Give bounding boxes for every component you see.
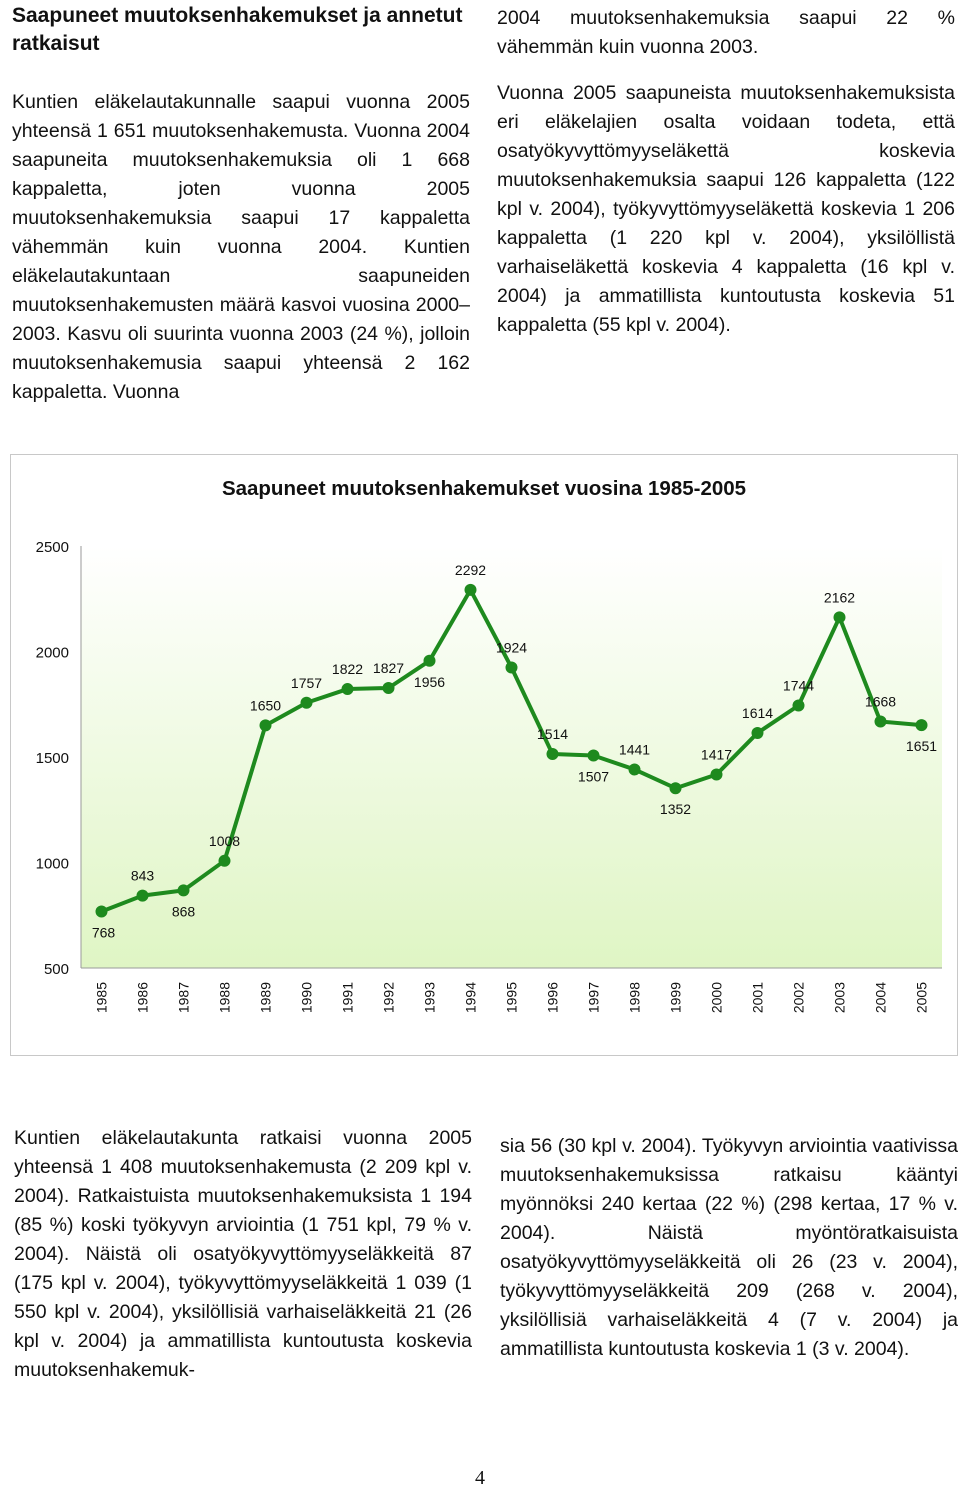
y-tick-label: 2000 [35,644,69,662]
data-point [260,719,272,731]
x-tick-label: 1998 [626,982,643,1014]
chart-frame [10,454,958,1056]
x-tick-label: 1994 [462,982,479,1014]
line-chart [11,455,957,1055]
data-label: 2292 [454,561,487,578]
x-tick-label: 1999 [667,982,684,1014]
y-axis-ticks [36,539,69,978]
data-label: 1668 [864,693,897,710]
data-point [342,683,354,695]
x-tick-label: 2005 [913,982,930,1014]
data-label: 1514 [536,726,569,743]
data-label: 1352 [659,801,692,818]
chart-title: Saapuneet muutoksenhakemukset vuosina 1985-2005 [221,477,747,500]
top-left-column [12,2,470,407]
data-label: 1441 [618,741,651,758]
data-point [629,763,641,775]
x-axis-ticks [94,982,930,1013]
data-label: 1822 [331,661,364,678]
data-label: 1744 [782,677,815,694]
x-tick-label: 2003 [831,982,848,1014]
bottom-right-column [500,1132,958,1364]
data-label: 1924 [495,639,528,656]
y-tick-label: 2500 [35,539,69,556]
x-tick-label: 1992 [380,982,397,1014]
data-point [178,884,190,896]
decisions-continuation-paragraph: sia 56 (30 kpl v. 2004). Työkyvyn arviointia vaativissa muutoksenhakemuksissa ratkaisu kääntyi myönnöksi 240 kertaa (22 %) (298 kertaa, 17 % v. 2004). Näistä myöntöratkaisuista osatyökyvyttömyyseläkkeitä oli 26 (23 v. 2004), työkyvyttömyyseläkkeitä 209 (268 v. 2004), yksilöllisiä varhaiseläkkeitä 4 (7 v. 2004) ja ammatillista kuntoutusta koskevia 1 (3 v. 2004). [500,1135,958,1360]
x-tick-label: 1990 [298,982,315,1014]
data-point [834,611,846,623]
data-point [588,750,600,762]
data-label: 843 [130,867,155,884]
data-label: 2162 [823,589,856,606]
data-point [219,855,231,867]
x-tick-label: 1985 [93,982,110,1014]
y-tick-label: 500 [43,961,69,978]
x-tick-label: 2004 [872,982,889,1014]
top-right-column [497,4,955,340]
x-tick-label: 2000 [708,982,725,1014]
data-point [301,697,313,709]
data-point [383,682,395,694]
x-tick-label: 1986 [134,982,151,1014]
x-tick-label: 1993 [421,982,438,1014]
x-tick-label: 1991 [339,982,356,1014]
decisions-paragraph: Kuntien eläkelautakunta ratkaisi vuonna 2005 yhteensä 1 408 muutoksenhakemusta (2 209 kpl v. 2004). Ratkaistuista muutoksenhakemuksista 1 194 (85 %) koski työkyvyn arviointia (1 751 kpl, 79 % v. 2004). Näistä oli osatyökyvyttömyyseläkkeitä 87 (175 kpl v. 2004), työkyvyttömyyseläkkeitä 1 039 (1 550 kpl v. 2004), yksilöllisiä varhaiseläkkeitä 21 (26 kpl v. 2004) ja ammatillista kuntoutusta koskevia muutoksenhakemuk- [14,1127,472,1381]
bottom-left-column [14,1124,472,1385]
x-tick-label: 1988 [216,982,233,1014]
data-point [670,782,682,794]
data-point [752,727,764,739]
section-heading: Saapuneet muutoksenhakemukset ja annetut ratkaisut [12,4,463,55]
data-label: 1507 [577,768,610,785]
data-label: 1008 [208,832,241,849]
continuation-paragraph: 2004 muutoksenhakemuksia saapui 22 % vähemmän kuin vuonna 2003. [497,7,955,58]
data-label: 1757 [290,674,323,691]
data-label: 1614 [741,704,774,721]
x-tick-label: 1995 [503,982,520,1014]
data-point [465,584,477,596]
data-label: 1651 [905,738,938,755]
data-point [916,719,928,731]
x-tick-label: 2001 [749,982,766,1014]
data-label: 868 [171,903,196,920]
data-label: 1956 [413,673,446,690]
data-point [793,700,805,712]
data-point [875,716,887,728]
x-tick-label: 1987 [175,982,192,1014]
x-tick-label: 1997 [585,982,602,1014]
x-tick-label: 1989 [257,982,274,1014]
pension-types-paragraph: Vuonna 2005 saapuneista muutoksenhakemuksista eri eläkelajien osalta voidaan todeta, että osatyökyvyttömyyseläkettä koskevia muutoksenhakemuksia saapui 126 kappaletta (122 kpl v. 2004), työkyvyttömyyseläkettä koskevia 1 206 kappaletta (1 220 kpl v. 2004), yksilöllistä varhaiseläkettä koskevia 4 kappaletta (16 kpl v. 2004) ja ammatillista kuntoutusta koskevia 51 kappaletta (55 kpl v. 2004). [497,82,955,336]
data-label: 1417 [700,746,733,763]
page-number: 4 [475,1467,485,1489]
data-point [711,769,723,781]
y-tick-label: 1000 [35,855,69,873]
data-label: 1827 [372,660,405,677]
x-tick-label: 2002 [790,982,807,1014]
data-label: 768 [91,924,116,941]
intro-paragraph: Kuntien eläkelautakunnalle saapui vuonna 2005 yhteensä 1 651 muutoksenhakemusta. Vuonna 2004 saapuneita muutoksenhakemuksia oli 1 668 kappaletta, joten vuonna 2005 muutoksenhakemuksia saapui 17 kappaletta vähemmän kuin vuonna 2004. Kuntien eläkelautakuntaan saapuneiden muutoksenhakemusten määrä kasvoi vuosina 2000–2003. Kasvu oli suurinta vuonna 2003 (24 %), jolloin muutoksenhakemusia saapui yhteensä 2 162 kappaletta. Vuonna [12,91,470,403]
data-point [96,905,108,917]
data-label: 1650 [249,697,282,714]
data-point [137,890,149,902]
data-point [506,662,518,674]
data-point [424,655,436,667]
x-tick-label: 1996 [544,982,561,1014]
plot-area [81,546,942,968]
y-tick-label: 1500 [35,750,69,767]
data-point [547,748,559,760]
